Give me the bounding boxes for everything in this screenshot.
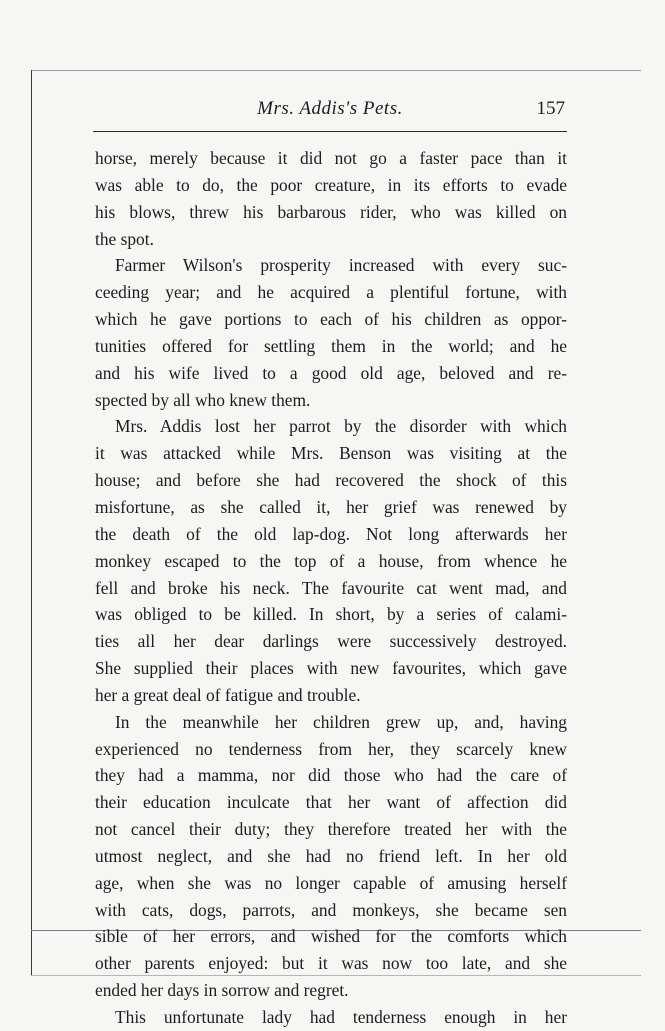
text-line: misfortune, as she called it, her grief was renewed by — [95, 496, 567, 517]
text-line: was obliged to be killed. In short, by a series of calami- — [95, 604, 567, 625]
text-line: experienced no tenderness from her, they scarcely knew — [95, 738, 567, 759]
body-text — [95, 145, 567, 1031]
page-frame-left-rule — [31, 70, 32, 975]
text-line: tunities offered for settling them in the world; and he — [95, 335, 567, 356]
text-line: She supplied their places with new favourites, which gave — [95, 658, 567, 679]
text-line: Mrs. Addis lost her parrot by the disorder with which — [115, 416, 567, 437]
text-line: This unfortunate lady had tenderness enough in her — [115, 1007, 567, 1027]
text-line: the death of the old lap-dog. Not long afterwards her — [95, 523, 567, 544]
text-line: sible of her errors, and wished for the comforts which — [95, 926, 567, 947]
text-line: ceeding year; and he acquired a plentiful fortune, with — [95, 282, 567, 303]
text-line: which he gave portions to each of his children as oppor- — [95, 309, 567, 330]
text-line: it was attacked while Mrs. Benson was visiting at the — [95, 443, 567, 464]
running-head-title: Mrs. Addis's Pets. — [257, 98, 403, 119]
text-line: Farmer Wilson's prosperity increased with every suc- — [115, 255, 567, 276]
header-rule — [93, 131, 567, 132]
text-line: utmost neglect, and she had no friend left. In her old — [95, 845, 567, 866]
text-line: monkey escaped to the top of a house, from whence he — [95, 550, 567, 571]
text-line: not cancel their duty; they therefore treated her with the — [95, 819, 567, 840]
text-line: the spot. — [95, 228, 154, 249]
text-line: ended her days in sorrow and regret. — [95, 980, 349, 1001]
text-line: spected by all who knew them. — [95, 389, 311, 410]
text-line: house; and before she had recovered the shock of this — [95, 470, 567, 491]
page-frame-top-rule — [31, 70, 641, 71]
text-line: In the meanwhile her children grew up, and, having — [115, 711, 567, 732]
text-line: was able to do, the poor creature, in its efforts to evade — [95, 174, 567, 195]
text-line: ties all her dear darlings were successively destroyed. — [95, 631, 567, 652]
text-line: his blows, threw his barbarous rider, who was killed on — [95, 201, 567, 222]
text-line: age, when she was no longer capable of amusing herself — [95, 872, 567, 893]
text-line: their education inculcate that her want of affection did — [95, 792, 567, 813]
page-number: 157 — [536, 98, 565, 119]
text-line: horse, merely because it did not go a faster pace than it — [95, 148, 567, 168]
text-line: her a great deal of fatigue and trouble. — [95, 684, 361, 705]
text-line: they had a mamma, nor did those who had the care of — [95, 765, 567, 786]
text-line: other parents enjoyed: but it was now too late, and she — [95, 953, 567, 974]
text-line: with cats, dogs, parrots, and monkeys, she became sen — [95, 899, 567, 920]
running-head — [93, 98, 567, 124]
text-line: and his wife lived to a good old age, beloved and re- — [95, 362, 567, 383]
text-line: fell and broke his neck. The favourite cat went mad, and — [95, 577, 567, 598]
